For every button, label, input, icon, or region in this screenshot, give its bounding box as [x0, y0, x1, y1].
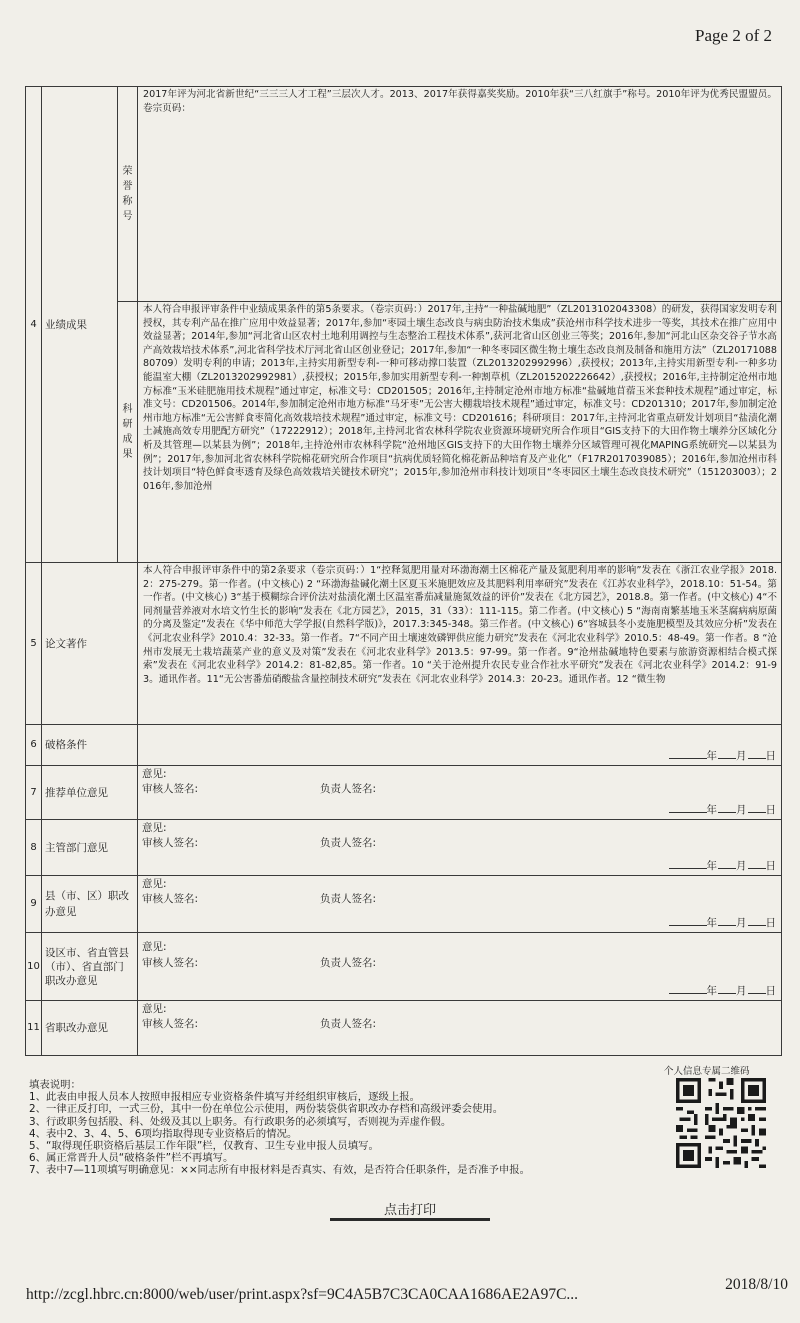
date-line: 年 月 日	[669, 917, 778, 931]
row-number: 8	[26, 820, 42, 876]
date-line: 年 月 日	[669, 860, 778, 874]
filling-instructions	[29, 1079, 659, 1177]
note-line: 3、行政职务包括股、科、处级及其以上职务。有行政职务的必须填写，否则视为弄虚作假。	[29, 1115, 452, 1128]
note-line: 7、表中7—11项填写明确意见：××同志所有申报材料是否真实、有效，是否符合任职条件，是否准予申报。	[29, 1164, 531, 1177]
date-line: 年 月 日	[669, 804, 778, 818]
footer-date: 2018/8/10	[725, 1276, 788, 1293]
research-cell	[138, 302, 782, 563]
note-line: 填表说明：	[29, 1079, 81, 1091]
opinion-label: 意见:	[142, 1003, 167, 1015]
opinion-label: 意见:	[142, 941, 167, 953]
print-button-underline	[330, 1218, 490, 1221]
row-label-city: 设区市、省直管县（市）、省直部门职改办意见	[42, 933, 138, 1001]
reviewer-signature-label: 审核人签名:	[142, 957, 199, 969]
sub-label-research: 科研成果	[118, 302, 138, 563]
reviewer-signature-label: 审核人签名:	[142, 893, 199, 905]
opinion-label: 意见:	[142, 878, 167, 890]
note-line: 4、表中2、3、4、5、6项均指取得现专业资格后的情况。	[29, 1127, 298, 1140]
note-line: 6、属正常晋升人员“破格条件”栏不再填写。	[29, 1152, 234, 1165]
row-label-recommend: 推荐单位意见	[42, 766, 138, 820]
leader-signature-label: 负责人签名:	[320, 957, 377, 969]
page-number: Page 2 of 2	[695, 26, 772, 45]
row-number: 4	[26, 87, 42, 563]
print-button[interactable]: 点击打印	[383, 1203, 436, 1218]
opinion-label: 意见:	[142, 822, 167, 834]
row-research	[26, 302, 782, 563]
sub-label-honor: 荣誉称号	[118, 87, 138, 302]
honor-text: 2017年评为河北省新世纪“三三三人才工程”三层次人才。2013、2017年获得嘉奖奖励。2010年获“三八红旗手”称号。2010年评为优秀民盟盟员。卷宗页码：	[143, 89, 777, 114]
application-form-table	[25, 86, 782, 1056]
research-text: 本人符合申报评审条件中业绩成果条件的第5条要求。（卷宗页码：）2017年,主持“一种盐碱地肥”（ZL2013102043308）的研发，获得国家发明专利授权，其专利产品在推广应用中效益显著；2017年,参加“枣园土壤生态改良与病虫防治技术集成”获沧州市科学技术进步一等奖，其技术在推广应用中效益显著；2014年,参加“河北省山区农村土地利用调控与生态整治工程技术体系”,获河北省山区创业三等奖；2016年,参加“河北山区杂交谷子节水高产高效栽培技术体系”,河北省科学技术厅河北省山区创业登记；2017年,参加“一种冬枣园区微生物土壤生态改良剂及制备和施用方法”（ZL2017108880709）发明专利的申请；2013年,主持实用新型专利-一种可移动撑口装置（ZL2013202992996）,获授权；2013年,主持实用新型专利-一种多功能温室大棚（ZL2013202992981）,获授权；2015年,参加实用新型专利-一种割草机（ZL2015202226642）,获授权；2016年,主持制定沧州市地方标准“玉米硅肥施用技术规程”通过审定，标准文号：CD201505；2016年,主持制定沧州市地方标准“盐碱地苜蓿玉米套种技术规程”通过审定，标准文号：CD201506。2014年,参加制定沧州市地方标准“马牙枣”无公害大棚栽培技术规程”通过审定，标准文号：CD201310；2017年,参加制定沧州市地方标准“无公害鲜食枣简化高效栽培技术规程”通过审定，标准文号：CD201616；科研项目：2017年,主持河北省重点研发计划项目“盐渍化潮土减施高效专用肥配方研究”（17222912）；2018年,主持河北省农林科学院农业资源环境研究所合作项目“GIS支持下的大田作物土壤养分区域化分析及其管理—以某县为例”；2018年,主持沧州市农林科学院“沧州地区GIS支持下的大田作物土壤养分区域管理可视化MAPING系统研究—以某县为例”；2017年,参加河北省农林科学院棉花研究所合作项目“抗病优质轻简化棉花新品种培育及产业化”（F17R2017039085）；2016年,参加沧州市科技计划项目“特色鲜食枣透育及绿色高效栽培关键技术研究”；2015年,参加沧州市科技计划项目“冬枣园区土壤生态改良技术研究”（151203003）；2016年,参加沧州	[143, 304, 777, 492]
leader-signature-label: 负责人签名:	[320, 837, 377, 849]
footer-url: http://zcgl.hbrc.cn:8000/web/user/print.aspx?sf=9C4A5B7C3CA0CAA1686AE2A97C...	[26, 1286, 579, 1303]
row-honor	[26, 87, 782, 302]
reviewer-signature-label: 审核人签名:	[142, 837, 199, 849]
qr-code-icon	[676, 1078, 766, 1168]
row-number: 6	[26, 725, 42, 766]
leader-signature-label: 负责人签名:	[320, 893, 377, 905]
row-number: 10	[26, 933, 42, 1001]
leader-signature-label: 负责人签名:	[320, 1018, 377, 1030]
row-label-exception: 破格条件	[42, 725, 138, 766]
note-line: 2、一律正反打印，一式三份，其中一份在单位公示使用，两份装袋供省职改办存档和高级评委会使用。	[29, 1103, 504, 1116]
row-label-papers: 论文著作	[42, 563, 138, 725]
row-number: 11	[26, 1001, 42, 1056]
row-label-province: 省职改办意见	[42, 1001, 138, 1056]
qr-code-title: 个人信息专属二维码	[664, 1066, 750, 1077]
row-papers	[26, 563, 782, 725]
date-line: 年 月 日	[669, 750, 778, 764]
note-line: 1、此表由申报人员本人按照申报相应专业资格条件填写并经组织审核后，逐级上报。	[29, 1091, 421, 1104]
reviewer-signature-label: 审核人签名:	[142, 783, 199, 795]
row-number: 5	[26, 563, 42, 725]
row-number: 9	[26, 876, 42, 933]
row-province	[26, 1001, 782, 1056]
leader-signature-label: 负责人签名:	[320, 783, 377, 795]
row-label-county: 县（市、区）职改办意见	[42, 876, 138, 933]
row-label-authority: 主管部门意见	[42, 820, 138, 876]
opinion-label: 意见:	[142, 768, 167, 780]
papers-cell	[138, 563, 782, 725]
province-opinion-cell	[138, 985, 782, 1056]
row-number: 7	[26, 766, 42, 820]
honor-cell	[138, 87, 782, 302]
note-line: 5、“取得现任职资格后基层工作年限”栏，仅教育、卫生专业申报人员填写。	[29, 1140, 379, 1153]
reviewer-signature-label: 审核人签名:	[142, 1018, 199, 1030]
papers-text: 本人符合申报评审条件中的第2条要求（卷宗页码：）1“控释氮肥用量对环渤海潮土区棉花产量及氮肥利用率的影响”发表在《浙江农业学报》2018.2：275-279。第一作者。(中文核心) 2 “环渤海盐碱化潮土区夏玉米施肥效应及其肥料利用率研究”发表在《江苏农业科学》，2018.10：51-54。第一作者。(中文核心) 3“基于模糊综合评价法对盐渍化潮土区温室番茄减量施氮效益的评价”发表在《北方园艺》，2018.8。第一作者。(中文核心) 4“不同剂量营养液对水培文竹生长的影响”发表在《北方园艺》，2015，31（33）：111-115。第二作者。(中文核心) 5 “海南南繁基地玉米茎腐病病原菌的分离及鉴定”发表在《华中师范大学学报(自然科学版)》，2017.3:345-348。第三作者。(中文核心) 6“容城县冬小麦施肥模型及其效应分析”发表在《河北农业科学》2010.4：32-33。第一作者。7“不同产田土壤速效磷钾供应能力研究”发表在《河北农业科学》2010.5：48-49。第一作者。8 “沧州市发展无土栽培蔬菜产业的意义及对策”发表在《河北农业科学》2013.5：97-99。第一作者。9“沧州盐碱地特色要素与旅游资源相结合模式探索”发表在《河北农业科学》2014.2：81-82,85。第一作者。10 “关于沧州提升农民专业合作社水平研究”发表在《河北农业科学》2014.2：91-93。通讯作者。11“无公害番茄硝酸盐含量控制技术研究”发表在《河北农业科学》2014.3：20-23。通讯作者。12 “微生物	[143, 565, 777, 685]
date-line: 年 月 日	[669, 985, 778, 999]
row-label-performance: 业绩成果	[42, 87, 118, 563]
